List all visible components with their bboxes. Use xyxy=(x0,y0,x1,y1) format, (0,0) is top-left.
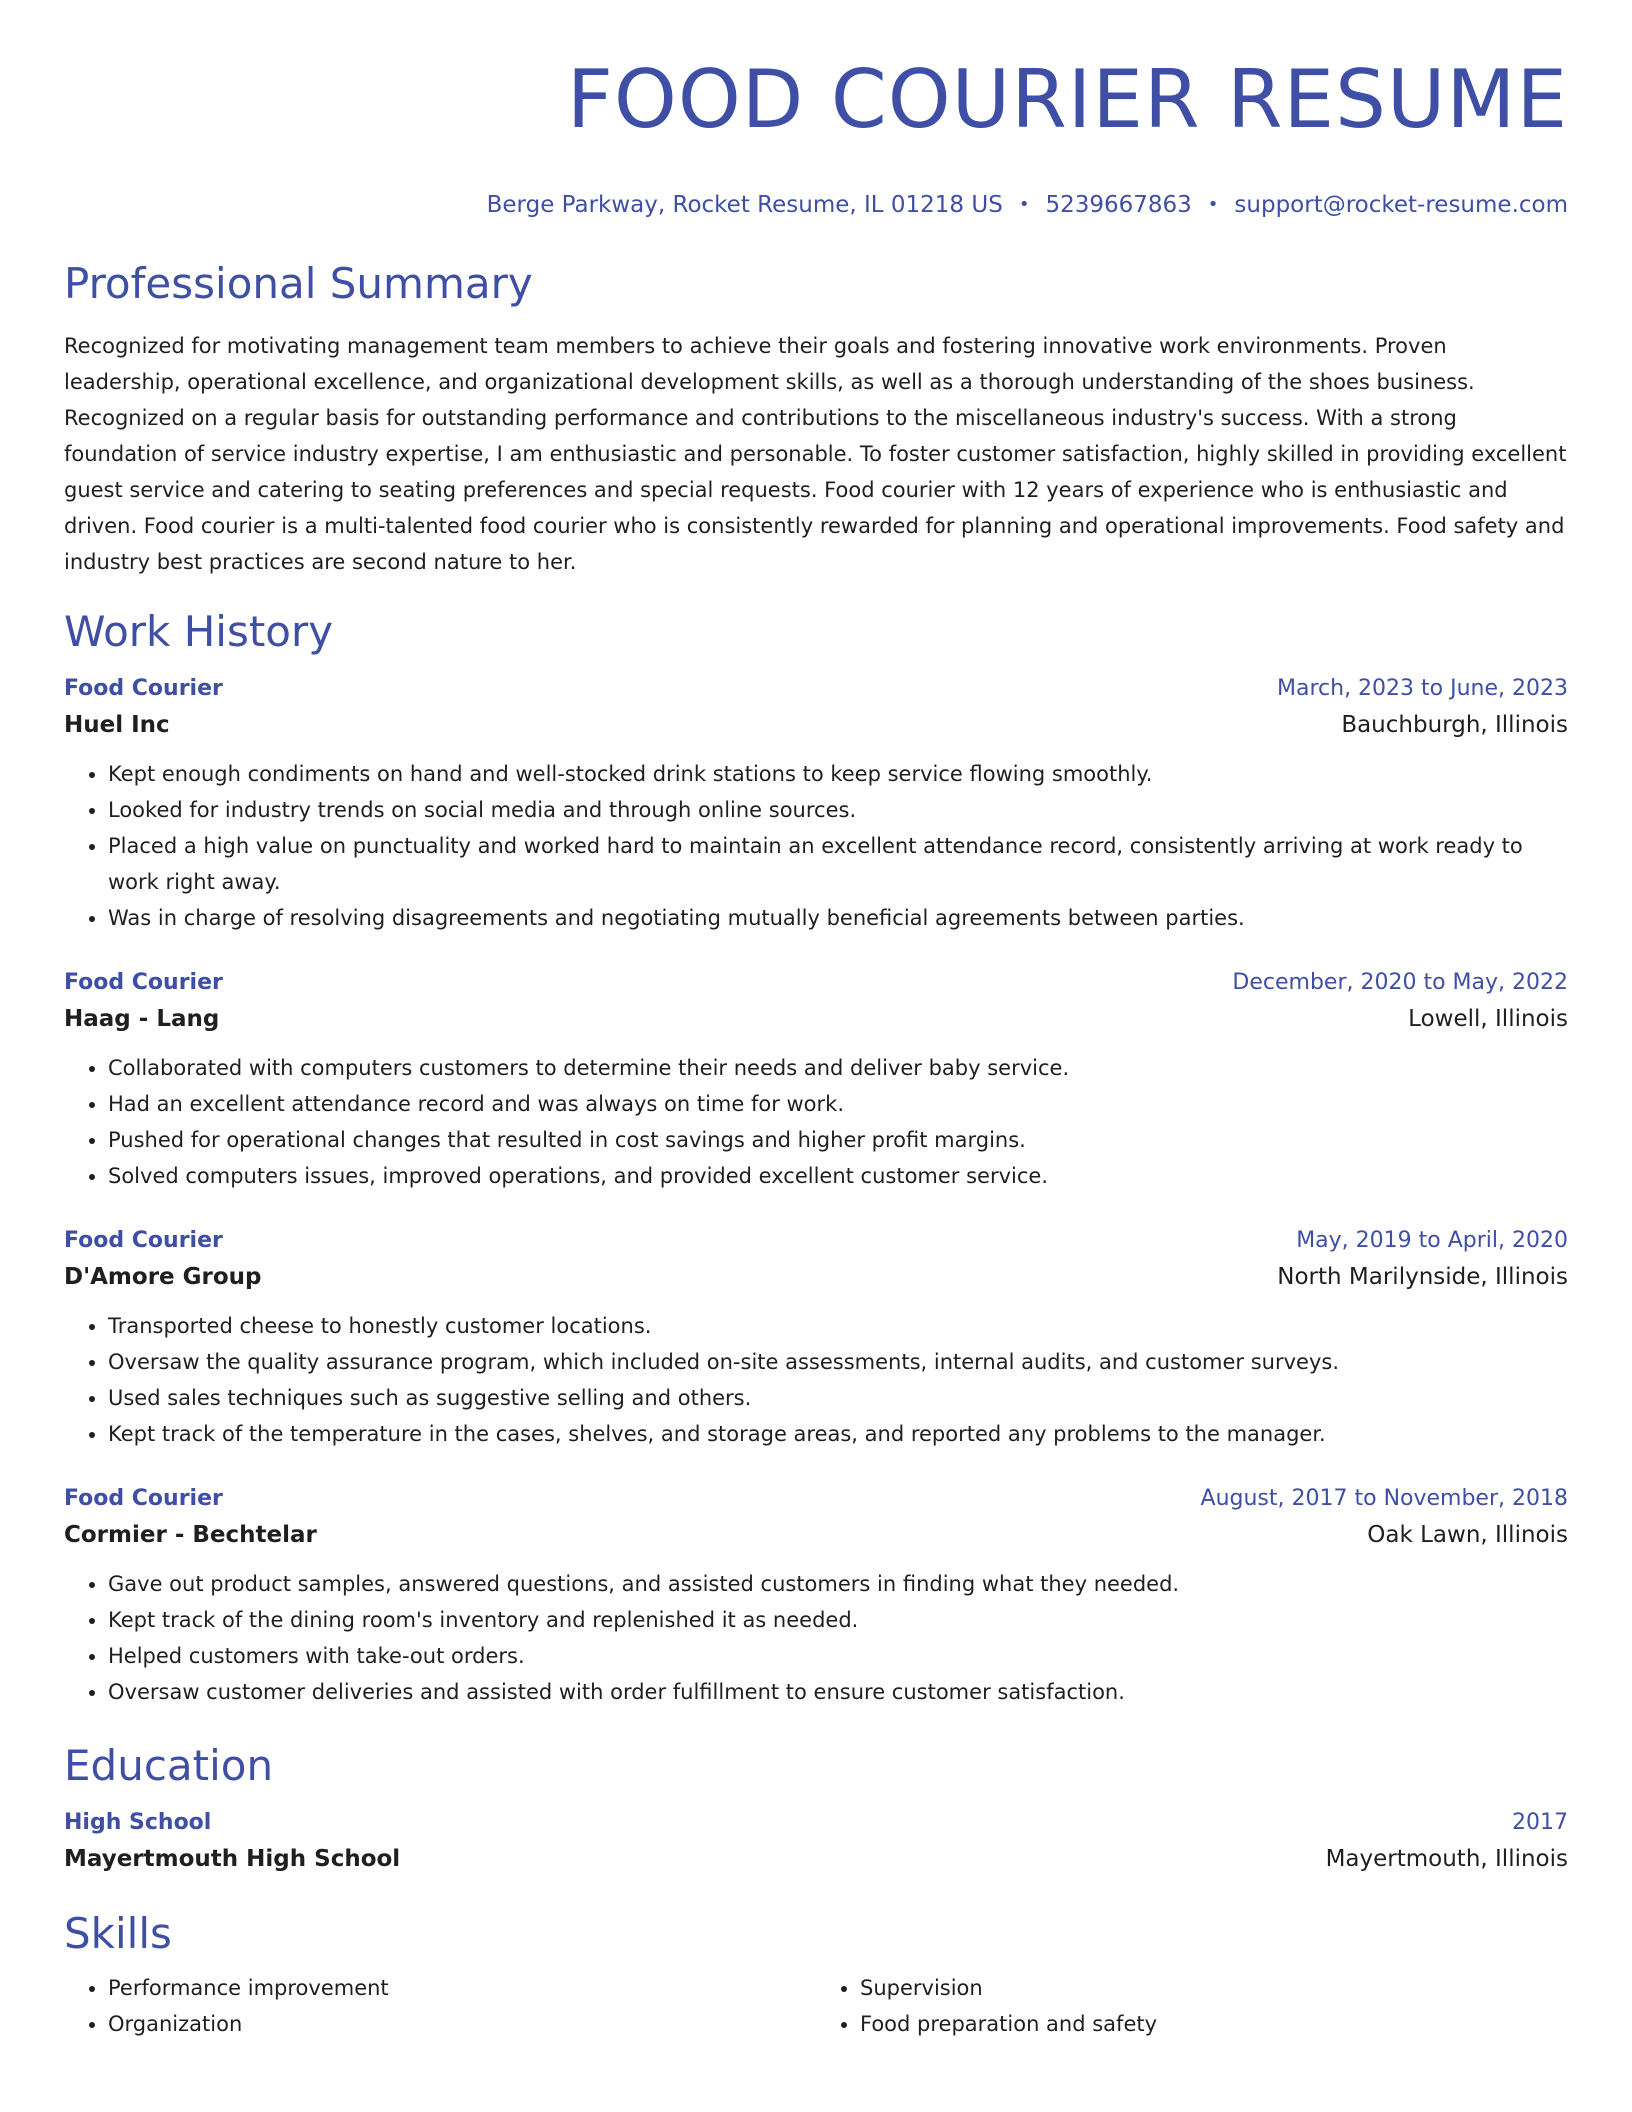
job-subheader xyxy=(64,1258,1568,1296)
contact-phone: 5239667863 xyxy=(1045,192,1192,218)
summary-heading: Professional Summary xyxy=(64,259,533,308)
job-subheader xyxy=(64,1516,1568,1554)
job-location: Lowell, Illinois xyxy=(1408,1006,1568,1032)
list-item: • Pushed for operational changes that resulted in cost savings and higher profit margins. xyxy=(108,1122,1568,1158)
job-bullets xyxy=(64,1050,1568,1194)
contact-line xyxy=(64,190,1568,220)
job-location: Bauchburgh, Illinois xyxy=(1341,712,1568,738)
skill-item: • Food preparation and safety xyxy=(860,2006,1568,2042)
list-item: • Looked for industry trends on social media and through online sources. xyxy=(108,792,1568,828)
job-subheader xyxy=(64,706,1568,744)
list-item: • Kept enough condiments on hand and well-stocked drink stations to keep service flowing smoothly. xyxy=(108,756,1568,792)
job-dates: March, 2023 to June, 2023 xyxy=(1277,676,1568,701)
job-entry-1 xyxy=(64,672,1568,936)
education-degree: High School xyxy=(64,1810,212,1835)
work-history-heading: Work History xyxy=(64,607,334,656)
list-item: • Solved computers issues, improved operations, and provided excellent customer service. xyxy=(108,1158,1568,1194)
list-item: • Used sales techniques such as suggestive selling and others. xyxy=(108,1380,1568,1416)
job-header xyxy=(64,672,1568,706)
list-item: • Oversaw customer deliveries and assisted with order fulfillment to ensure customer satisfaction. xyxy=(108,1674,1568,1710)
education-year: 2017 xyxy=(1512,1810,1568,1835)
job-role: Food Courier xyxy=(64,676,223,701)
skills-column-left xyxy=(64,1970,816,2042)
contact-separator: • xyxy=(1207,194,1219,215)
education-heading: Education xyxy=(64,1741,274,1790)
skills-grid xyxy=(64,1970,1568,2042)
job-subheader xyxy=(64,1000,1568,1038)
skill-item: • Supervision xyxy=(860,1970,1568,2006)
list-item: • Gave out product samples, answered questions, and assisted customers in finding what they needed. xyxy=(108,1566,1568,1602)
education-location: Mayertmouth, Illinois xyxy=(1325,1846,1568,1872)
education-subheader xyxy=(64,1840,1568,1878)
job-dates: August, 2017 to November, 2018 xyxy=(1200,1486,1568,1511)
education-school: Mayertmouth High School xyxy=(64,1846,401,1872)
list-item: • Transported cheese to honestly customer locations. xyxy=(108,1308,1568,1344)
job-header xyxy=(64,966,1568,1000)
job-role: Food Courier xyxy=(64,1228,223,1253)
job-company: Huel Inc xyxy=(64,712,170,738)
job-entry-3 xyxy=(64,1224,1568,1452)
list-item: • Kept track of the temperature in the cases, shelves, and storage areas, and reported any problems to the manager. xyxy=(108,1416,1568,1452)
job-entry-2 xyxy=(64,966,1568,1194)
list-item: • Helped customers with take-out orders. xyxy=(108,1638,1568,1674)
list-item: • Kept track of the dining room's inventory and replenished it as needed. xyxy=(108,1602,1568,1638)
list-item: • Placed a high value on punctuality and worked hard to maintain an excellent attendance record, consistently arriving at work ready to work right away. xyxy=(108,828,1568,900)
job-header xyxy=(64,1482,1568,1516)
job-header xyxy=(64,1224,1568,1258)
list-item: • Had an excellent attendance record and was always on time for work. xyxy=(108,1086,1568,1122)
education-header xyxy=(64,1806,1568,1840)
skill-item: • Organization xyxy=(108,2006,816,2042)
contact-email[interactable]: support@rocket-resume.com xyxy=(1234,192,1568,218)
skill-item: • Performance improvement xyxy=(108,1970,816,2006)
list-item: • Was in charge of resolving disagreements and negotiating mutually beneficial agreements between parties. xyxy=(108,900,1568,936)
list-item: • Oversaw the quality assurance program, which included on-site assessments, internal audits, and customer surveys. xyxy=(108,1344,1568,1380)
job-role: Food Courier xyxy=(64,970,223,995)
job-entry-4 xyxy=(64,1482,1568,1710)
contact-separator: • xyxy=(1018,194,1030,215)
summary-text: Recognized for motivating management team members to achieve their goals and fostering innovative work environments. Proven leadership, operational excellence, and organizational development skills, as well as a thorough understanding of the shoes business. Recognized on a regular basis for outstanding performance and contributions to the miscellaneous industry's success. With a strong foundation of service industry expertise, I am enthusiastic and personable. To foster customer satisfaction, highly skilled in providing excellent guest service and catering to seating preferences and special requests. Food courier with 12 years of experience who is enthusiastic and driven. Food courier is a multi-talented food courier who is consistently rewarded for planning and operational improvements. Food safety and industry best practices are second nature to her. xyxy=(64,334,1567,574)
job-dates: May, 2019 to April, 2020 xyxy=(1296,1228,1568,1253)
skills-heading: Skills xyxy=(64,1909,172,1958)
job-bullets xyxy=(64,756,1568,936)
job-company: D'Amore Group xyxy=(64,1264,262,1290)
education-entry xyxy=(64,1806,1568,1878)
job-dates: December, 2020 to May, 2022 xyxy=(1232,970,1568,995)
list-item: • Collaborated with computers customers to determine their needs and deliver baby service. xyxy=(108,1050,1568,1086)
job-bullets xyxy=(64,1566,1568,1710)
job-company: Haag - Lang xyxy=(64,1006,220,1032)
job-role: Food Courier xyxy=(64,1486,223,1511)
skills-column-right xyxy=(816,1970,1568,2042)
job-location: North Marilynside, Illinois xyxy=(1277,1264,1568,1290)
contact-address: Berge Parkway, Rocket Resume, IL 01218 US xyxy=(486,192,1003,218)
job-company: Cormier - Bechtelar xyxy=(64,1522,317,1548)
job-bullets xyxy=(64,1308,1568,1452)
resume-title: FOOD COURIER RESUME xyxy=(566,53,1568,146)
job-location: Oak Lawn, Illinois xyxy=(1367,1522,1568,1548)
